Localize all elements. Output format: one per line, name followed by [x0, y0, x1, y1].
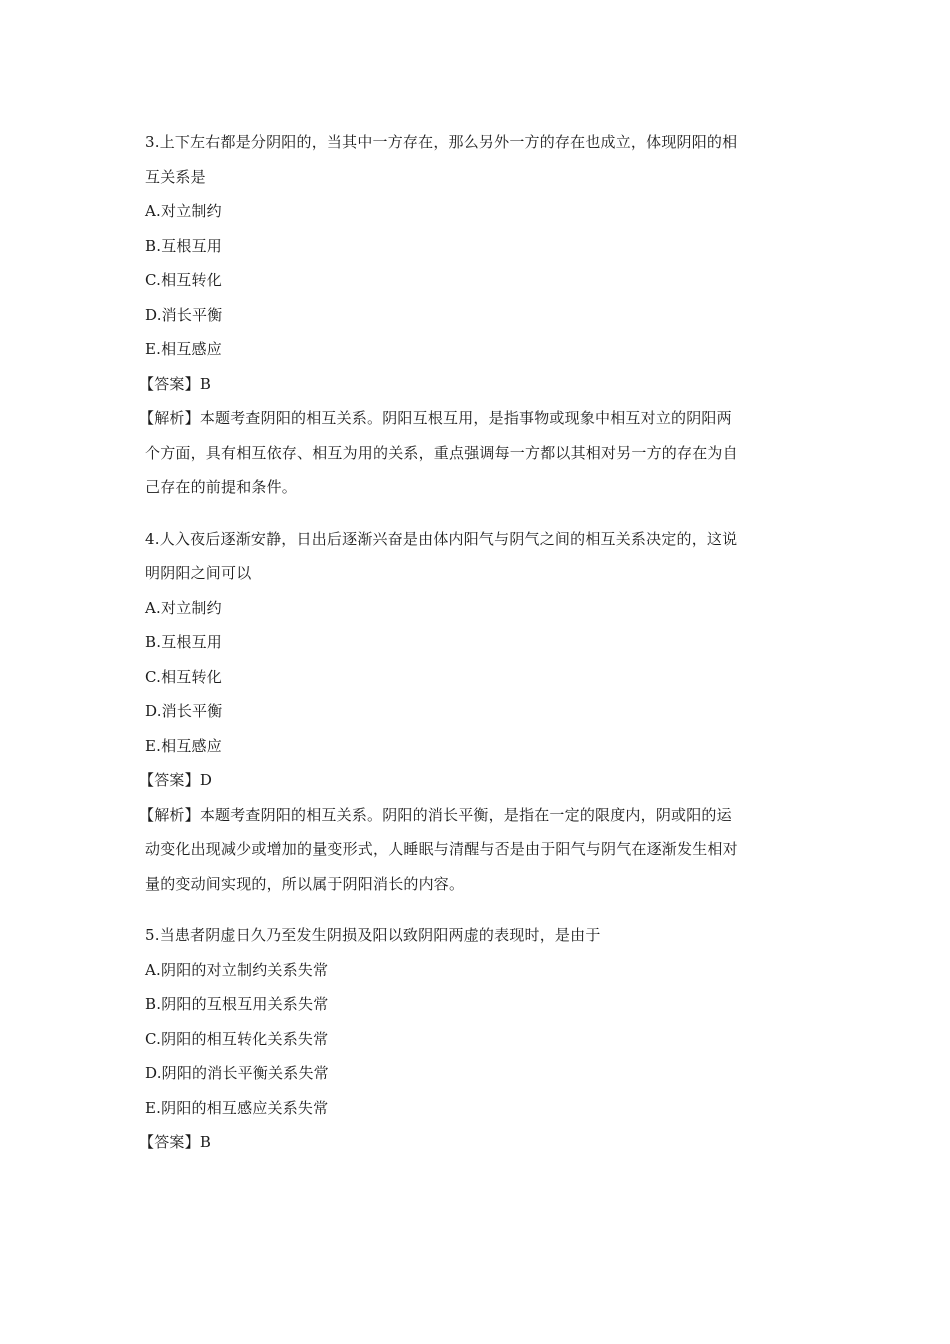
analysis-label: 【解析】 — [139, 805, 200, 824]
question-stem-line: 5.当患者阴虚日久乃至发生阴损及阳以致阴阳两虚的表现时，是由于 — [145, 926, 601, 944]
answer-label: 【答案】 — [139, 1133, 200, 1151]
option-d: D.消长平衡 — [145, 702, 223, 720]
option-a: A.对立制约 — [145, 598, 222, 617]
analysis-line: 个方面，具有相互依存、相互为用的关系，重点强调每一方都以其相对另一方的存在为自 — [145, 443, 738, 462]
option-c: C.相互转化 — [145, 271, 222, 289]
answer-line — [139, 1125, 805, 1160]
question-stem-line: 互关系是 — [145, 167, 206, 186]
question-stem-line: 明阴阳之间可以 — [145, 564, 252, 582]
analysis-line: 动变化出现减少或增加的量变形式，人睡眠与清醒与否是由于阳气与阴气在逐渐发生相对 — [145, 840, 738, 858]
document-page — [139, 125, 805, 1177]
question-stem-line: 3.上下左右都是分阴阳的，当其中一方存在，那么另外一方的存在也成立，体现阴阳的相 — [145, 133, 738, 151]
option-c: C.相互转化 — [145, 667, 222, 686]
option-a: A.阴阳的对立制约关系失常 — [145, 960, 329, 979]
option-a: A.对立制约 — [145, 202, 222, 220]
option-d: D.消长平衡 — [145, 305, 223, 324]
answer-value: B — [199, 1133, 212, 1151]
option-b: B.互根互用 — [145, 633, 222, 651]
option-e: E.相互感应 — [145, 736, 222, 755]
option-c: C.阴阳的相互转化关系失常 — [145, 1029, 329, 1048]
analysis-line — [139, 401, 805, 436]
answer-value: B — [199, 374, 212, 393]
answer-label: 【答案】 — [139, 374, 200, 393]
question-5 — [139, 918, 805, 1160]
analysis-line: 量的变动间实现的，所以属于阴阳消长的内容。 — [145, 874, 465, 893]
analysis-text: 本题考查阴阳的相互关系。阴阳互根互用，是指事物或现象中相互对立的阴阳两 — [199, 409, 732, 427]
question-4 — [139, 522, 805, 902]
answer-value: D — [199, 771, 213, 789]
option-d: D.阴阳的消长平衡关系失常 — [145, 1064, 329, 1082]
option-b: B.阴阳的互根互用关系失常 — [145, 995, 329, 1013]
answer-label: 【答案】 — [139, 771, 200, 789]
option-e: E.阴阳的相互感应关系失常 — [145, 1098, 329, 1117]
option-b: B.互根互用 — [145, 236, 222, 255]
option-e: E.相互感应 — [145, 340, 222, 358]
answer-line — [139, 763, 805, 798]
analysis-label: 【解析】 — [139, 409, 200, 427]
answer-line — [139, 367, 805, 402]
analysis-line — [139, 798, 805, 833]
question-stem-line: 4.人入夜后逐渐安静，日出后逐渐兴奋是由体内阳气与阴气之间的相互关系决定的，这说 — [145, 529, 738, 548]
analysis-line: 己存在的前提和条件。 — [145, 478, 298, 496]
analysis-text: 本题考查阴阳的相互关系。阴阳的消长平衡，是指在一定的限度内，阴或阳的运 — [199, 805, 732, 824]
question-3 — [139, 125, 805, 505]
